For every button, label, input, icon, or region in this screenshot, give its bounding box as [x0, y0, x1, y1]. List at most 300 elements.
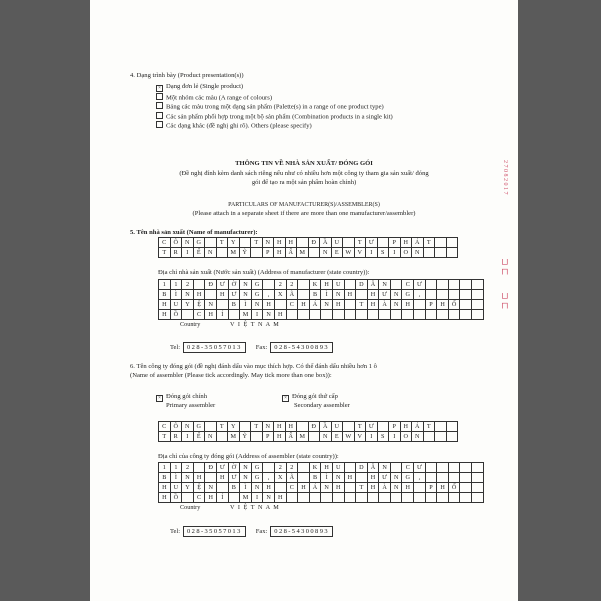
manufacturer-fax-field[interactable]: 028-54300893	[270, 342, 333, 353]
char-cell[interactable]	[298, 463, 310, 473]
char-cell[interactable]: T	[159, 248, 171, 258]
char-cell[interactable]: T	[356, 300, 368, 310]
char-cell[interactable]	[472, 483, 484, 493]
char-cell[interactable]	[345, 280, 357, 290]
char-cell[interactable]: H	[437, 300, 449, 310]
char-cell[interactable]: G	[194, 238, 206, 248]
char-cell[interactable]: P	[426, 300, 438, 310]
char-cell[interactable]	[263, 280, 275, 290]
char-cell[interactable]	[229, 493, 241, 503]
char-cell[interactable]: C	[287, 483, 299, 493]
char-cell[interactable]: I	[252, 493, 264, 503]
char-cell[interactable]: E	[332, 248, 344, 258]
char-cell[interactable]	[356, 290, 368, 300]
char-cell[interactable]: Ì	[321, 290, 333, 300]
char-cell[interactable]	[182, 310, 194, 320]
char-cell[interactable]: Ẩ	[286, 432, 298, 442]
char-cell[interactable]: R	[171, 248, 183, 258]
char-cell[interactable]	[345, 483, 357, 493]
char-cell[interactable]	[298, 280, 310, 290]
char-cell[interactable]	[251, 432, 263, 442]
char-cell[interactable]: N	[205, 483, 217, 493]
char-cell[interactable]: I	[389, 432, 401, 442]
char-cell[interactable]: B	[310, 290, 322, 300]
char-cell[interactable]	[287, 310, 299, 320]
char-cell[interactable]: N	[263, 310, 275, 320]
char-cell[interactable]: N	[252, 300, 264, 310]
char-cell[interactable]	[426, 310, 438, 320]
char-cell[interactable]: Á	[412, 238, 424, 248]
char-cell[interactable]: Ờ	[229, 463, 241, 473]
char-cell[interactable]	[437, 473, 449, 483]
char-cell[interactable]	[310, 493, 322, 503]
char-cell[interactable]: H	[205, 310, 217, 320]
char-cell[interactable]	[426, 290, 438, 300]
char-cell[interactable]: O	[401, 248, 413, 258]
char-cell[interactable]	[321, 493, 333, 503]
char-cell[interactable]	[437, 463, 449, 473]
char-cell[interactable]: ,	[414, 473, 426, 483]
char-cell[interactable]: H	[298, 300, 310, 310]
char-cell[interactable]: U	[171, 483, 183, 493]
char-cell[interactable]	[391, 280, 403, 290]
char-cell[interactable]: N	[333, 290, 345, 300]
char-cell[interactable]: Ì	[171, 473, 183, 483]
char-cell[interactable]: G	[402, 473, 414, 483]
char-cell[interactable]	[460, 300, 472, 310]
char-cell[interactable]	[435, 238, 447, 248]
char-cell[interactable]: H	[274, 432, 286, 442]
char-cell[interactable]: M	[297, 432, 309, 442]
secondary-assembler-option[interactable]	[282, 393, 338, 402]
char-cell[interactable]	[472, 310, 484, 320]
char-cell[interactable]	[472, 300, 484, 310]
char-cell[interactable]: 2	[275, 463, 287, 473]
char-cell[interactable]: Ư	[379, 290, 391, 300]
char-cell[interactable]: T	[356, 483, 368, 493]
char-cell[interactable]	[435, 432, 447, 442]
char-cell[interactable]	[298, 493, 310, 503]
char-cell[interactable]: Ư	[414, 463, 426, 473]
presentation-option[interactable]	[156, 93, 272, 103]
char-cell[interactable]	[437, 493, 449, 503]
char-cell[interactable]: N	[321, 300, 333, 310]
char-cell[interactable]: Y	[228, 422, 240, 432]
char-cell[interactable]: Ồ	[171, 493, 183, 503]
char-cell[interactable]	[391, 463, 403, 473]
char-cell[interactable]: U	[332, 238, 344, 248]
char-cell[interactable]: Ô	[171, 238, 183, 248]
char-cell[interactable]	[275, 300, 287, 310]
char-cell[interactable]	[424, 248, 436, 258]
char-cell[interactable]	[205, 473, 217, 483]
char-cell[interactable]: Ư	[379, 473, 391, 483]
char-cell[interactable]: H	[402, 300, 414, 310]
char-cell[interactable]	[275, 483, 287, 493]
char-cell[interactable]: C	[287, 300, 299, 310]
char-cell[interactable]: Â	[368, 280, 380, 290]
char-cell[interactable]	[447, 238, 459, 248]
char-cell[interactable]	[460, 493, 472, 503]
char-cell[interactable]: H	[159, 310, 171, 320]
char-cell[interactable]	[437, 310, 449, 320]
char-cell[interactable]	[345, 300, 357, 310]
char-cell[interactable]: H	[194, 473, 206, 483]
char-cell[interactable]: Y	[182, 300, 194, 310]
char-cell[interactable]: G	[252, 473, 264, 483]
char-cell[interactable]	[356, 473, 368, 483]
char-cell[interactable]: I	[366, 248, 378, 258]
char-cell[interactable]: B	[229, 483, 241, 493]
char-cell[interactable]	[205, 238, 217, 248]
char-cell[interactable]	[297, 238, 309, 248]
char-cell[interactable]	[240, 238, 252, 248]
char-cell[interactable]: M	[228, 432, 240, 442]
char-cell[interactable]	[426, 280, 438, 290]
primary-assembler-option[interactable]	[156, 393, 207, 402]
char-cell[interactable]: T	[355, 238, 367, 248]
char-cell[interactable]: 1	[159, 280, 171, 290]
char-cell[interactable]: N	[412, 248, 424, 258]
char-cell[interactable]	[460, 280, 472, 290]
char-cell[interactable]: 1	[171, 463, 183, 473]
char-cell[interactable]	[447, 432, 459, 442]
char-cell[interactable]	[194, 463, 206, 473]
char-cell[interactable]: G	[252, 280, 264, 290]
char-cell[interactable]: H	[217, 473, 229, 483]
char-cell[interactable]	[287, 493, 299, 503]
char-cell[interactable]: N	[391, 483, 403, 493]
char-cell[interactable]: Í	[217, 310, 229, 320]
presentation-option[interactable]	[156, 83, 243, 92]
char-cell[interactable]: P	[389, 422, 401, 432]
char-cell[interactable]: H	[402, 483, 414, 493]
char-cell[interactable]	[217, 300, 229, 310]
char-cell[interactable]: Ư	[229, 473, 241, 483]
char-cell[interactable]: D	[356, 280, 368, 290]
char-cell[interactable]: C	[194, 493, 206, 503]
char-cell[interactable]: Ì	[171, 290, 183, 300]
char-cell[interactable]: Đ	[205, 463, 217, 473]
presentation-option[interactable]	[156, 121, 312, 131]
char-cell[interactable]: H	[368, 473, 380, 483]
char-cell[interactable]: N	[320, 248, 332, 258]
char-cell[interactable]: M	[240, 310, 252, 320]
char-cell[interactable]: H	[368, 300, 380, 310]
char-cell[interactable]: W	[343, 248, 355, 258]
char-cell[interactable]: Ư	[229, 290, 241, 300]
char-cell[interactable]: Y	[182, 483, 194, 493]
char-cell[interactable]	[356, 493, 368, 503]
char-cell[interactable]: G	[252, 463, 264, 473]
manufacturer-tel-field[interactable]: 028-35057013	[183, 342, 246, 353]
char-cell[interactable]: O	[401, 432, 413, 442]
char-cell[interactable]: B	[310, 473, 322, 483]
char-cell[interactable]	[240, 422, 252, 432]
char-cell[interactable]: H	[345, 473, 357, 483]
char-cell[interactable]	[449, 463, 461, 473]
char-cell[interactable]: Ư	[217, 463, 229, 473]
char-cell[interactable]: H	[286, 422, 298, 432]
char-cell[interactable]	[343, 238, 355, 248]
char-cell[interactable]: N	[182, 238, 194, 248]
char-cell[interactable]	[345, 463, 357, 473]
char-cell[interactable]: I	[182, 248, 194, 258]
char-cell[interactable]	[472, 463, 484, 473]
char-cell[interactable]	[182, 493, 194, 503]
char-cell[interactable]: T	[251, 238, 263, 248]
char-cell[interactable]	[402, 493, 414, 503]
char-cell[interactable]: P	[263, 432, 275, 442]
char-cell[interactable]	[391, 310, 403, 320]
char-cell[interactable]	[368, 493, 380, 503]
char-cell[interactable]: N	[240, 463, 252, 473]
char-cell[interactable]: À	[379, 300, 391, 310]
char-cell[interactable]: Ã	[287, 473, 299, 483]
char-cell[interactable]	[217, 432, 229, 442]
char-cell[interactable]: H	[286, 238, 298, 248]
presentation-option[interactable]	[156, 102, 384, 112]
char-cell[interactable]: Ư	[366, 422, 378, 432]
char-cell[interactable]: Ầ	[320, 238, 332, 248]
char-cell[interactable]	[449, 473, 461, 483]
presentation-option-checkbox[interactable]	[156, 121, 163, 128]
char-cell[interactable]: 2	[287, 463, 299, 473]
char-cell[interactable]: H	[274, 238, 286, 248]
char-cell[interactable]	[437, 280, 449, 290]
char-cell[interactable]: H	[159, 300, 171, 310]
char-cell[interactable]: Ố	[449, 483, 461, 493]
char-cell[interactable]: N	[379, 280, 391, 290]
char-cell[interactable]	[414, 310, 426, 320]
char-cell[interactable]	[356, 310, 368, 320]
presentation-option-checkbox[interactable]	[156, 93, 163, 100]
char-cell[interactable]: V	[355, 432, 367, 442]
char-cell[interactable]: N	[240, 280, 252, 290]
char-cell[interactable]: K	[310, 463, 322, 473]
char-cell[interactable]: H	[368, 483, 380, 493]
char-cell[interactable]: N	[252, 483, 264, 493]
char-cell[interactable]: N	[320, 432, 332, 442]
char-cell[interactable]	[378, 422, 390, 432]
char-cell[interactable]: Ệ	[194, 300, 206, 310]
char-cell[interactable]: Ì	[240, 300, 252, 310]
char-cell[interactable]: À	[379, 483, 391, 493]
char-cell[interactable]: C	[159, 422, 171, 432]
char-cell[interactable]: T	[217, 422, 229, 432]
char-cell[interactable]: ,	[263, 290, 275, 300]
char-cell[interactable]	[251, 248, 263, 258]
char-cell[interactable]: H	[401, 422, 413, 432]
char-cell[interactable]: Á	[310, 300, 322, 310]
secondary-assembler-checkbox[interactable]	[282, 395, 289, 402]
char-cell[interactable]: R	[171, 432, 183, 442]
char-cell[interactable]: I	[389, 248, 401, 258]
char-cell[interactable]	[194, 280, 206, 290]
char-cell[interactable]: M	[228, 248, 240, 258]
char-cell[interactable]: E	[332, 432, 344, 442]
char-cell[interactable]: Y	[228, 238, 240, 248]
assembler-tel-field[interactable]: 028-35057013	[183, 526, 246, 537]
char-cell[interactable]	[333, 493, 345, 503]
char-cell[interactable]	[414, 300, 426, 310]
char-cell[interactable]: T	[251, 422, 263, 432]
char-cell[interactable]: U	[332, 422, 344, 432]
char-cell[interactable]	[309, 248, 321, 258]
char-cell[interactable]: N	[391, 290, 403, 300]
char-cell[interactable]	[437, 290, 449, 300]
char-cell[interactable]: Á	[412, 422, 424, 432]
char-cell[interactable]: D	[356, 463, 368, 473]
char-cell[interactable]: T	[424, 238, 436, 248]
char-cell[interactable]	[309, 432, 321, 442]
char-cell[interactable]: Ì	[321, 473, 333, 483]
char-cell[interactable]	[414, 483, 426, 493]
char-cell[interactable]: H	[368, 290, 380, 300]
char-cell[interactable]	[297, 422, 309, 432]
char-cell[interactable]: N	[263, 238, 275, 248]
char-cell[interactable]: N	[263, 422, 275, 432]
char-cell[interactable]: N	[205, 300, 217, 310]
char-cell[interactable]: N	[321, 483, 333, 493]
char-cell[interactable]: N	[182, 422, 194, 432]
char-cell[interactable]: Ệ	[194, 483, 206, 493]
char-cell[interactable]: H	[275, 310, 287, 320]
char-cell[interactable]: 2	[287, 280, 299, 290]
char-cell[interactable]: Á	[310, 483, 322, 493]
char-cell[interactable]: G	[252, 290, 264, 300]
assembler-fax-field[interactable]: 028-54300893	[270, 526, 333, 537]
char-cell[interactable]: Ỹ	[240, 248, 252, 258]
char-cell[interactable]: B	[229, 300, 241, 310]
char-cell[interactable]: Ư	[217, 280, 229, 290]
char-cell[interactable]: N	[263, 493, 275, 503]
char-cell[interactable]	[449, 290, 461, 300]
char-cell[interactable]: H	[401, 238, 413, 248]
char-cell[interactable]: U	[171, 300, 183, 310]
char-cell[interactable]	[424, 432, 436, 442]
char-cell[interactable]: W	[343, 432, 355, 442]
char-cell[interactable]: 2	[182, 280, 194, 290]
char-cell[interactable]: T	[159, 432, 171, 442]
char-cell[interactable]	[402, 310, 414, 320]
char-cell[interactable]: Â	[368, 463, 380, 473]
char-cell[interactable]: H	[159, 483, 171, 493]
char-cell[interactable]: Đ	[309, 422, 321, 432]
char-cell[interactable]: Đ	[309, 238, 321, 248]
char-cell[interactable]: Đ	[205, 280, 217, 290]
char-cell[interactable]: Ể	[194, 432, 206, 442]
char-cell[interactable]: B	[159, 290, 171, 300]
char-cell[interactable]: C	[402, 463, 414, 473]
char-cell[interactable]	[414, 493, 426, 503]
char-cell[interactable]: N	[333, 473, 345, 483]
char-cell[interactable]: Ỹ	[240, 432, 252, 442]
char-cell[interactable]: N	[182, 290, 194, 300]
char-cell[interactable]	[449, 310, 461, 320]
char-cell[interactable]: Ố	[449, 300, 461, 310]
char-cell[interactable]: S	[378, 248, 390, 258]
char-cell[interactable]: G	[402, 290, 414, 300]
char-cell[interactable]: Ồ	[171, 310, 183, 320]
char-cell[interactable]	[298, 290, 310, 300]
char-cell[interactable]: ,	[414, 290, 426, 300]
char-cell[interactable]	[229, 310, 241, 320]
char-cell[interactable]: 2	[275, 280, 287, 290]
char-cell[interactable]: N	[412, 432, 424, 442]
char-cell[interactable]	[321, 310, 333, 320]
char-cell[interactable]: Ư	[414, 280, 426, 290]
char-cell[interactable]	[472, 280, 484, 290]
char-cell[interactable]: N	[240, 290, 252, 300]
char-cell[interactable]	[298, 473, 310, 483]
char-cell[interactable]: S	[378, 432, 390, 442]
char-cell[interactable]: B	[159, 473, 171, 483]
char-cell[interactable]: C	[194, 310, 206, 320]
char-cell[interactable]: Ì	[240, 483, 252, 493]
char-cell[interactable]	[426, 463, 438, 473]
char-cell[interactable]	[460, 463, 472, 473]
char-cell[interactable]: H	[275, 493, 287, 503]
char-cell[interactable]: G	[194, 422, 206, 432]
char-cell[interactable]: X	[275, 473, 287, 483]
char-cell[interactable]: Í	[217, 493, 229, 503]
char-cell[interactable]	[447, 248, 459, 258]
char-cell[interactable]: H	[321, 463, 333, 473]
char-cell[interactable]	[460, 473, 472, 483]
char-cell[interactable]: N	[205, 432, 217, 442]
char-cell[interactable]: C	[159, 238, 171, 248]
char-cell[interactable]: N	[205, 248, 217, 258]
char-cell[interactable]: K	[310, 280, 322, 290]
char-cell[interactable]: T	[424, 422, 436, 432]
char-cell[interactable]	[263, 463, 275, 473]
char-cell[interactable]	[345, 493, 357, 503]
char-cell[interactable]: N	[379, 463, 391, 473]
char-cell[interactable]	[391, 493, 403, 503]
char-cell[interactable]: N	[182, 473, 194, 483]
char-cell[interactable]: Ã	[287, 290, 299, 300]
char-cell[interactable]: N	[240, 473, 252, 483]
char-cell[interactable]	[310, 310, 322, 320]
char-cell[interactable]: T	[355, 422, 367, 432]
char-cell[interactable]	[343, 422, 355, 432]
char-cell[interactable]: 2	[182, 463, 194, 473]
char-cell[interactable]: I	[366, 432, 378, 442]
char-cell[interactable]: M	[297, 248, 309, 258]
char-cell[interactable]	[472, 290, 484, 300]
char-cell[interactable]: Ờ	[229, 280, 241, 290]
char-cell[interactable]	[426, 493, 438, 503]
char-cell[interactable]: H	[263, 483, 275, 493]
char-cell[interactable]	[378, 238, 390, 248]
char-cell[interactable]	[449, 280, 461, 290]
char-cell[interactable]: ,	[263, 473, 275, 483]
char-cell[interactable]	[447, 422, 459, 432]
char-cell[interactable]	[333, 310, 345, 320]
char-cell[interactable]	[460, 310, 472, 320]
char-cell[interactable]: H	[345, 290, 357, 300]
char-cell[interactable]: H	[205, 493, 217, 503]
char-cell[interactable]: Ầ	[320, 422, 332, 432]
char-cell[interactable]	[460, 483, 472, 493]
char-cell[interactable]	[345, 310, 357, 320]
char-cell[interactable]	[298, 310, 310, 320]
presentation-option-checkbox[interactable]	[156, 85, 163, 92]
char-cell[interactable]	[205, 290, 217, 300]
char-cell[interactable]: H	[298, 483, 310, 493]
char-cell[interactable]: I	[182, 432, 194, 442]
